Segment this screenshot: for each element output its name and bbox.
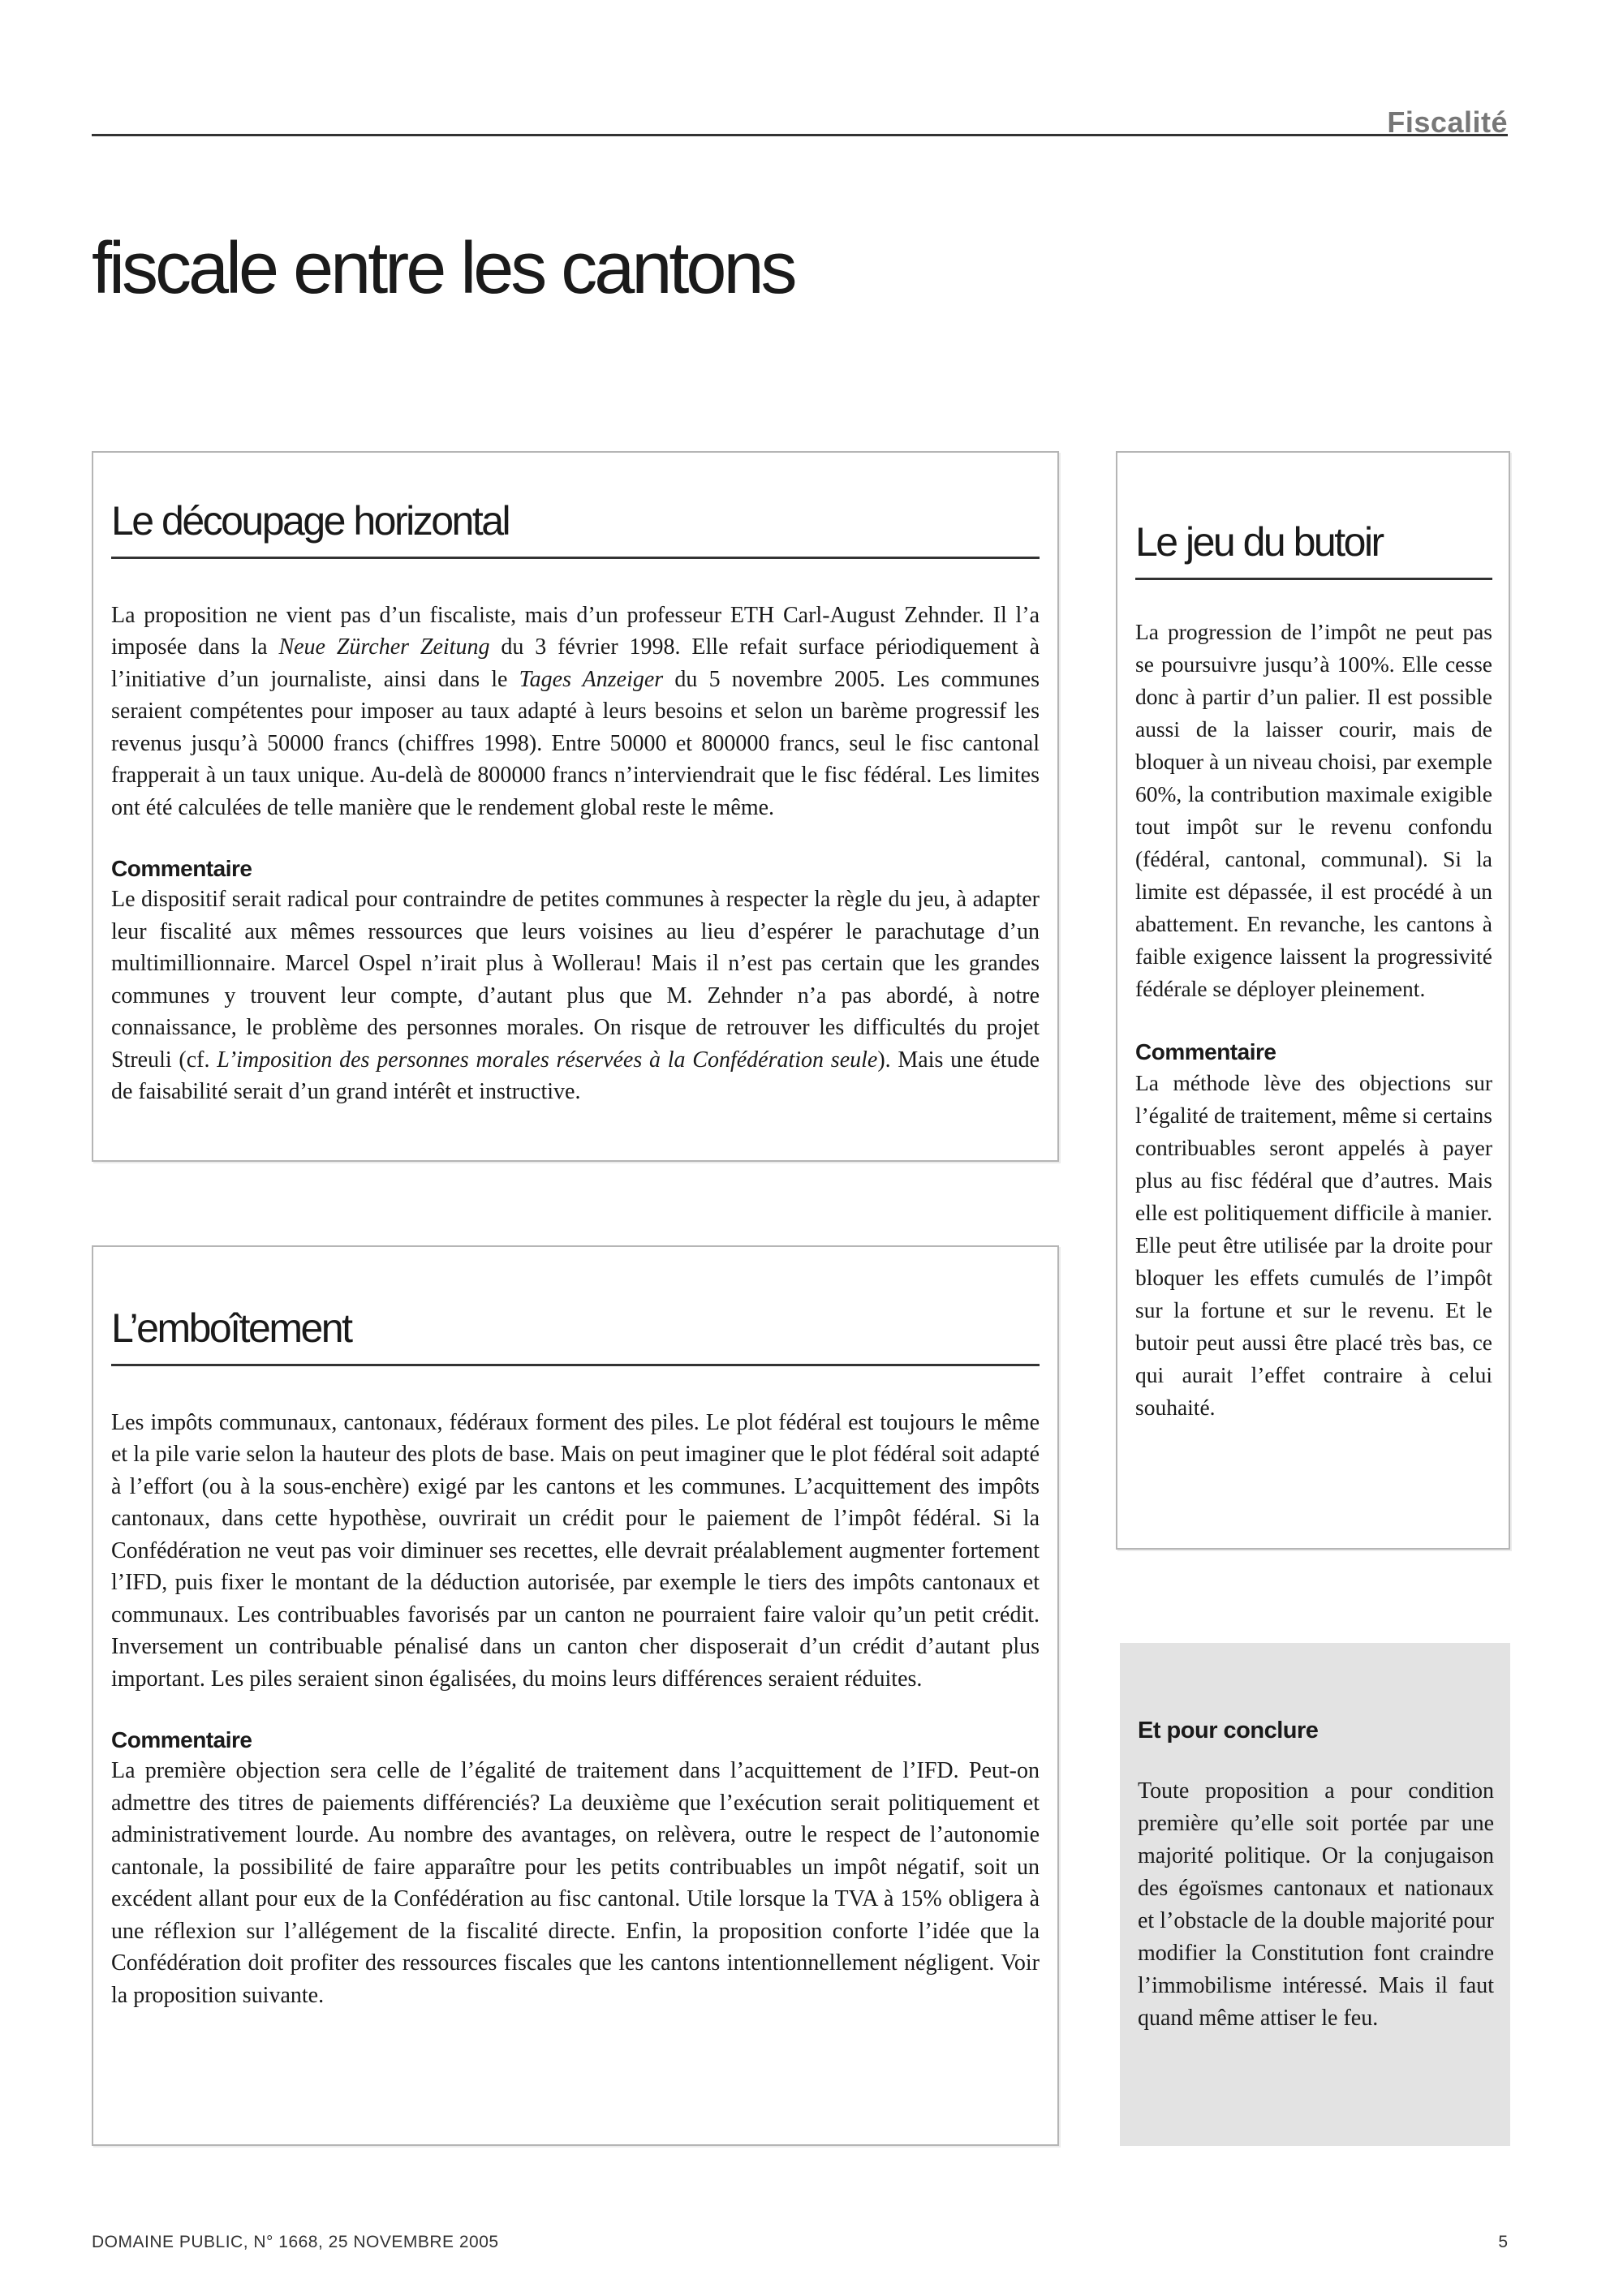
footer-publication: DOMAINE PUBLIC, N° 1668, 25 NOVEMBRE 2005 xyxy=(92,2233,499,2251)
box-heading: Le découpage horizontal xyxy=(111,498,1040,559)
box-paragraph: Les impôts communaux, cantonaux, fédéraux forment des piles. Le plot fédéral est toujours le même et la pile varie selon la hauteur des plots de base. Mais on peut imaginer que le plot fédéral soit adapté à l’effort (ou à la sous-enchère) exigé par les cantons et les communes. L’acquittement des impôts cantonaux, dans cette hypothèse, ouvrirait un crédit pour le paiement de l’impôt fédéral. Si la Confédération ne veut pas voir diminuer ses recettes, elle devrait préalablement augmenter fortement l’IFD, puis fixer le montant de la déduction autorisée, par exemple le tiers des impôts cantonaux et communaux. Les contribuables favorisés par un canton ne pourraient faire valoir qu’un petit crédit. Inversement un contribuable pénalisé dans un canton cher disposerait d’un crédit d’autant plus important. Les piles seraient sinon égalisées, du moins leurs différences seraient réduites. xyxy=(111,1409,1040,1692)
comment-paragraph: La méthode lève des objections sur l’égalité de traitement, même si certains contribuables seront appelés à payer plus au fisc fédéral que d’autres. Mais elle est politiquement difficile à manier. Elle peut être utilisée par la droite pour bloquer les effets cumulés de l’impôt sur la fortune et sur le revenu. Et le butoir peut aussi être placé très bas, ce qui aurait l’effet contraire à celui souhaité. xyxy=(1135,1069,1492,1420)
comment-paragraph: Le dispositif serait radical pour contraindre de petites communes à respecter la règle du jeu, à adapter leur fiscalité aux mêmes ressources que leurs voisines au lieu d’espérer le parachutage d’un multimillionnaire. Marcel Ospel n’irait plus à Wollerau! Mais il n’est pas certain que les grandes communes y trouvent leur compte, d’autant plus que M. Zehnder n’a pas abordé, à notre connaissance, le problème des personnes morales. On risque de retrouver les difficultés du projet Streuli (cf. L’imposition des personnes morales réservées à la Confédération seule). Mais une étude de faisabilité serait d’un grand intérêt et instructive. xyxy=(111,887,1040,1104)
comment-heading: Commentaire xyxy=(111,856,252,881)
conclusion-heading: Et pour conclure xyxy=(1138,1718,1319,1743)
box-emboitement xyxy=(92,1245,1059,2146)
conclusion-paragraph: Toute proposition a pour condition première qu’elle soit portée par une majorité politique. Or la conjugaison des égoïsmes cantonaux et nationaux et l’obstacle de la double majorité pour modifier la Constitution font craindre l’immobilisme intéressé. Mais il faut quand même attiser le feu. xyxy=(1138,1778,1494,2031)
page-number: 5 xyxy=(1498,2233,1508,2251)
box-paragraph: La proposition ne vient pas d’un fiscaliste, mais d’un professeur ETH Carl-August Zehnder. Il l’a imposée dans la Neue Zürcher Zeitung du 3 février 1998. Elle refait surface périodiquement à l’initiative d’un journaliste, ainsi dans le Tages Anzeiger du 5 novembre 2005. Les communes seraient compétentes pour imposer au taux adapté à leurs besoins et selon un barème progressif les revenus jusqu’à 50000 francs (chiffres 1998). Entre 50000 et 800000 francs, seul le fisc cantonal frapperait à un taux unique. Au-delà de 800000 francs n’interviendrait que le fisc fédéral. Les limites ont été calculées de telle manière que le rendement global reste le même. xyxy=(111,602,1040,820)
comment-paragraph: La première objection sera celle de l’égalité de traitement dans l’acquittement de l’IFD. Peut-on admettre des titres de paiements différenciés? La deuxième que l’exécution serait politiquement et administrativement lourde. Au nombre des avantages, on relèvera, outre le respect de l’autonomie cantonale, la possibilité de faire apparaître pour les petits contribuables un impôt négatif, soit un excédent allant pour eux de la Confédération au fisc cantonal. Utile lorsque la TVA à 15% obligera à une réflexion sur l’allégement de la fiscalité directe. Enfin, la proposition conforte l’idée que la Confédération doit profiter des ressources fiscales que les cantons intentionnellement négligent. Voir la proposition suivante. xyxy=(111,1758,1040,2008)
comment-heading: Commentaire xyxy=(1135,1038,1276,1064)
box-jeu-du-butoir xyxy=(1116,451,1510,1550)
section-tag: Fiscalité xyxy=(1387,105,1508,139)
box-paragraph: La progression de l’impôt ne peut pas se poursuivre jusqu’à 100%. Elle cesse donc à partir d’un palier. Il est possible aussi de la laisser courir, mais de bloquer à un niveau choisi, par exemple 60%, la contribution maximale exigible tout impôt sur le revenu confondu (fédéral, cantonal, communal). Si la limite est dépassée, il est procédé à un abattement. En revanche, les cantons à faible exigence laissent la progressivité fédérale se déployer pleinement. xyxy=(1135,618,1492,1001)
box-conclusion xyxy=(1120,1643,1510,2146)
page-title: fiscale entre les cantons xyxy=(92,228,794,309)
comment-heading: Commentaire xyxy=(111,1727,252,1752)
box-heading: Le jeu du butoir xyxy=(1135,519,1492,580)
box-decoupage-horizontal xyxy=(92,451,1059,1162)
header-rule xyxy=(92,134,1508,136)
box-heading: L’emboîtement xyxy=(111,1305,1040,1366)
